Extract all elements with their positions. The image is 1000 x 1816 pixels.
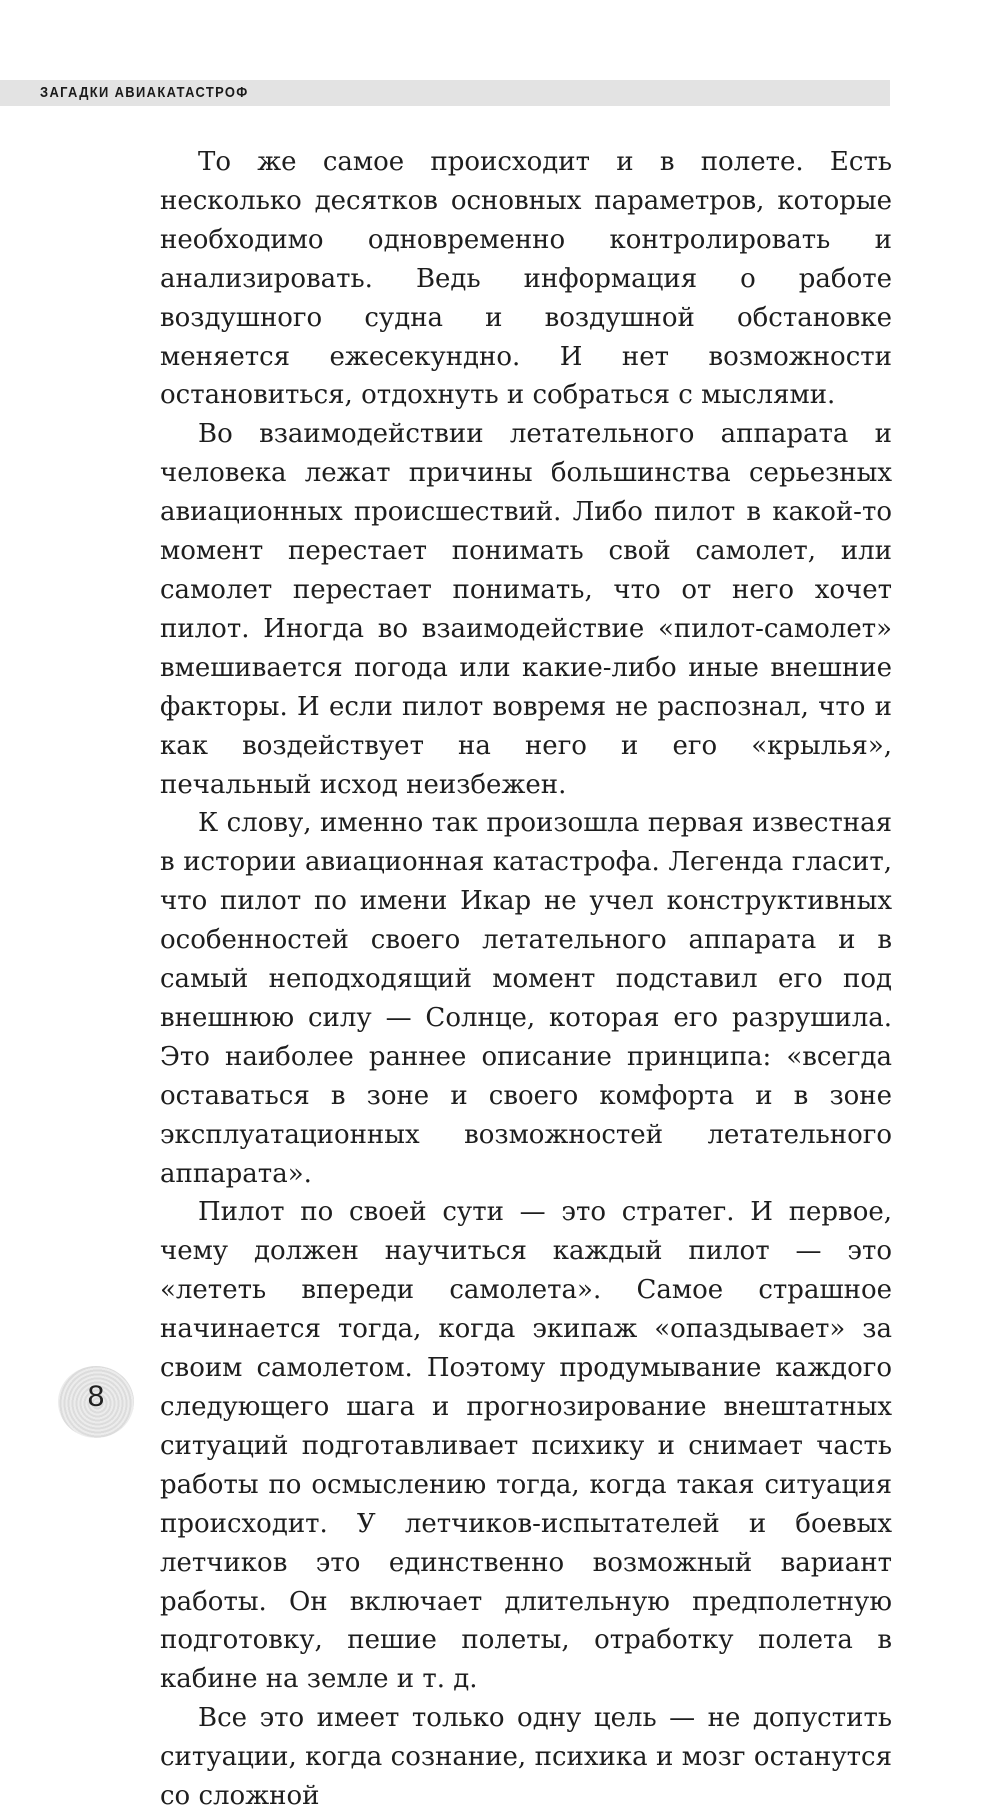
- body-text: [160, 143, 892, 1816]
- running-header: [0, 80, 890, 106]
- paragraph-2: Во взаимодействии летательного аппарата и человека лежат причины большинства серьезных авиационных происшествий. Либо пилот в какой-то момент перестает понимать свой самолет, или самолет перестает понимать, что от него хочет пилот. Иногда во взаимодействие «пилот-самолет» вмешивается погода или какие-либо иные внешние факторы. И если пилот вовремя не распознал, что и как воздействует на него и его «крылья», печальный исход неизбежен.: [160, 419, 892, 800]
- page-number-badge: [58, 1366, 134, 1438]
- paragraph-4: Пилот по своей сути — это стратег. И первое, чему должен научиться каждый пилот — это «лететь впереди самолета». Самое страшное начинается тогда, когда экипаж «опаздывает» за своим самолетом. Поэтому продумывание каждого следующего шага и прогнозирование внештатных ситуаций подготавливает психику и снимает часть работы по осмыслению тогда, когда такая ситуация происходит. У летчиков-испытателей и боевых летчиков это единственно возможный вариант работы. Он включает длительную предполетную подготовку, пешие полеты, отработку полета в кабине на земле и т. д.: [160, 1197, 892, 1695]
- running-title: ЗАГАДКИ АВИАКАТАСТРОФ: [40, 84, 249, 101]
- paragraph-3: К слову, именно так произошла первая известная в истории авиационная катастрофа. Легенда гласит, что пилот по имени Икар не учел конструктивных особенностей своего летательного аппарата и в самый неподходящий момент подставил его под внешнюю силу — Солнце, которая его разрушила. Это наиболее раннее описание принципа: «всегда оставаться в зоне и своего комфорта и в зоне эксплуатационных возможностей летательного аппарата».: [160, 808, 892, 1189]
- paragraph-1: То же самое происходит и в полете. Есть несколько десятков основных параметров, которые необходимо одновременно контролировать и анализировать. Ведь информация о работе воздушного судна и воздушной обстановке меняется ежесекундно. И нет возможности остановиться, отдохнуть и собраться с мыслями.: [160, 147, 892, 411]
- page-number: 8: [87, 1380, 105, 1413]
- paragraph-5: Все это имеет только одну цель — не допустить ситуации, когда сознание, психика и мозг останутся со сложной: [160, 1703, 892, 1812]
